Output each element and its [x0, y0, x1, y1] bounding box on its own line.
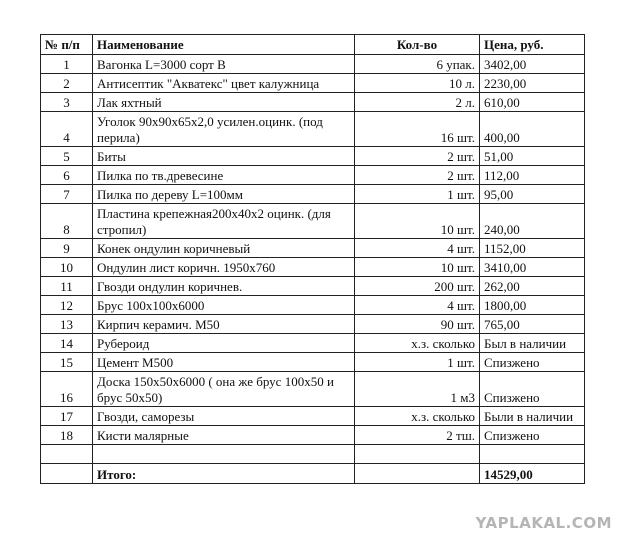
table-row — [41, 426, 585, 445]
row-num: 15 — [41, 353, 93, 372]
row-price: Были в наличии — [480, 407, 585, 426]
row-price: 1152,00 — [480, 239, 585, 258]
total-value: 14529,00 — [480, 464, 585, 484]
row-name: Антисептик "Акватекс" цвет калужница — [93, 74, 355, 93]
row-qty: 10 л. — [355, 74, 480, 93]
table-body — [41, 55, 585, 445]
row-qty: 6 упак. — [355, 55, 480, 74]
row-price: Спизжено — [480, 426, 585, 445]
row-name: Уголок 90x90x65x2,0 усилен.оцинк. (под перила) — [93, 112, 355, 147]
table-row — [41, 239, 585, 258]
empty-cell — [355, 445, 480, 464]
row-name: Ондулин лист коричн. 1950x760 — [93, 258, 355, 277]
row-num: 14 — [41, 334, 93, 353]
row-name: Гвозди, саморезы — [93, 407, 355, 426]
row-num: 4 — [41, 112, 93, 147]
table-row — [41, 112, 585, 147]
row-qty: 1 м3 — [355, 372, 480, 407]
row-num: 16 — [41, 372, 93, 407]
empty-row — [41, 445, 585, 464]
row-name: Биты — [93, 147, 355, 166]
row-name: Лак яхтный — [93, 93, 355, 112]
row-name: Кисти малярные — [93, 426, 355, 445]
row-qty: 2 тш. — [355, 426, 480, 445]
row-qty: х.з. сколько — [355, 334, 480, 353]
row-name: Пилка по тв.древесине — [93, 166, 355, 185]
table-row — [41, 55, 585, 74]
row-num: 8 — [41, 204, 93, 239]
table-row — [41, 353, 585, 372]
row-num: 18 — [41, 426, 93, 445]
empty-cell — [41, 445, 93, 464]
row-num: 2 — [41, 74, 93, 93]
row-price: 2230,00 — [480, 74, 585, 93]
row-num: 13 — [41, 315, 93, 334]
row-name: Конек ондулин коричневый — [93, 239, 355, 258]
row-qty: 4 шт. — [355, 296, 480, 315]
table-header-row — [41, 35, 585, 55]
table-row — [41, 407, 585, 426]
table-row — [41, 277, 585, 296]
row-name: Гвозди ондулин коричнев. — [93, 277, 355, 296]
table-row — [41, 315, 585, 334]
row-qty: 1 шт. — [355, 185, 480, 204]
total-qty-cell — [355, 464, 480, 484]
row-num: 1 — [41, 55, 93, 74]
row-price: 51,00 — [480, 147, 585, 166]
empty-cell — [93, 445, 355, 464]
row-price: 1800,00 — [480, 296, 585, 315]
row-price: 3402,00 — [480, 55, 585, 74]
row-num: 5 — [41, 147, 93, 166]
row-qty: 4 шт. — [355, 239, 480, 258]
row-qty: 90 шт. — [355, 315, 480, 334]
table-row — [41, 296, 585, 315]
header-name: Наименование — [93, 35, 355, 55]
row-price: 95,00 — [480, 185, 585, 204]
row-num: 17 — [41, 407, 93, 426]
table-row — [41, 334, 585, 353]
row-num: 9 — [41, 239, 93, 258]
row-price: 112,00 — [480, 166, 585, 185]
header-num: № п/п — [41, 35, 93, 55]
table-row — [41, 147, 585, 166]
total-num-cell — [41, 464, 93, 484]
row-price: Спизжено — [480, 372, 585, 407]
empty-cell — [480, 445, 585, 464]
row-price: 262,00 — [480, 277, 585, 296]
row-price: 400,00 — [480, 112, 585, 147]
row-name: Кирпич керамич. М50 — [93, 315, 355, 334]
header-qty: Кол-во — [355, 35, 480, 55]
table-row — [41, 372, 585, 407]
row-name: Пилка по дереву L=100мм — [93, 185, 355, 204]
row-qty: 2 л. — [355, 93, 480, 112]
total-label: Итого: — [93, 464, 355, 484]
row-name: Брус 100x100x6000 — [93, 296, 355, 315]
row-qty: 2 шт. — [355, 147, 480, 166]
row-qty: 10 шт. — [355, 204, 480, 239]
row-qty: 10 шт. — [355, 258, 480, 277]
row-num: 11 — [41, 277, 93, 296]
table-row — [41, 258, 585, 277]
table-row — [41, 185, 585, 204]
row-qty: 1 шт. — [355, 353, 480, 372]
row-name: Доска 150x50x6000 ( она же брус 100x50 и брус 50x50) — [93, 372, 355, 407]
table-row — [41, 166, 585, 185]
table-row — [41, 74, 585, 93]
row-price: Был в наличии — [480, 334, 585, 353]
header-price: Цена, руб. — [480, 35, 585, 55]
row-name: Цемент М500 — [93, 353, 355, 372]
table-row — [41, 204, 585, 239]
row-name: Пластина крепежная200x40x2 оцинк. (для стропил) — [93, 204, 355, 239]
row-qty: 16 шт. — [355, 112, 480, 147]
row-price: Спизжено — [480, 353, 585, 372]
row-num: 3 — [41, 93, 93, 112]
row-qty: х.з. сколько — [355, 407, 480, 426]
row-price: 765,00 — [480, 315, 585, 334]
row-price: 3410,00 — [480, 258, 585, 277]
row-price: 610,00 — [480, 93, 585, 112]
row-name: Вагонка L=3000 сорт В — [93, 55, 355, 74]
row-name: Рубероид — [93, 334, 355, 353]
purchase-table — [40, 34, 585, 484]
table-row — [41, 93, 585, 112]
row-qty: 200 шт. — [355, 277, 480, 296]
row-num: 6 — [41, 166, 93, 185]
total-row — [41, 464, 585, 484]
row-num: 10 — [41, 258, 93, 277]
row-num: 7 — [41, 185, 93, 204]
row-price: 240,00 — [480, 204, 585, 239]
row-qty: 2 шт. — [355, 166, 480, 185]
watermark-logo: YAPLAKAL.COM — [475, 514, 612, 532]
row-num: 12 — [41, 296, 93, 315]
